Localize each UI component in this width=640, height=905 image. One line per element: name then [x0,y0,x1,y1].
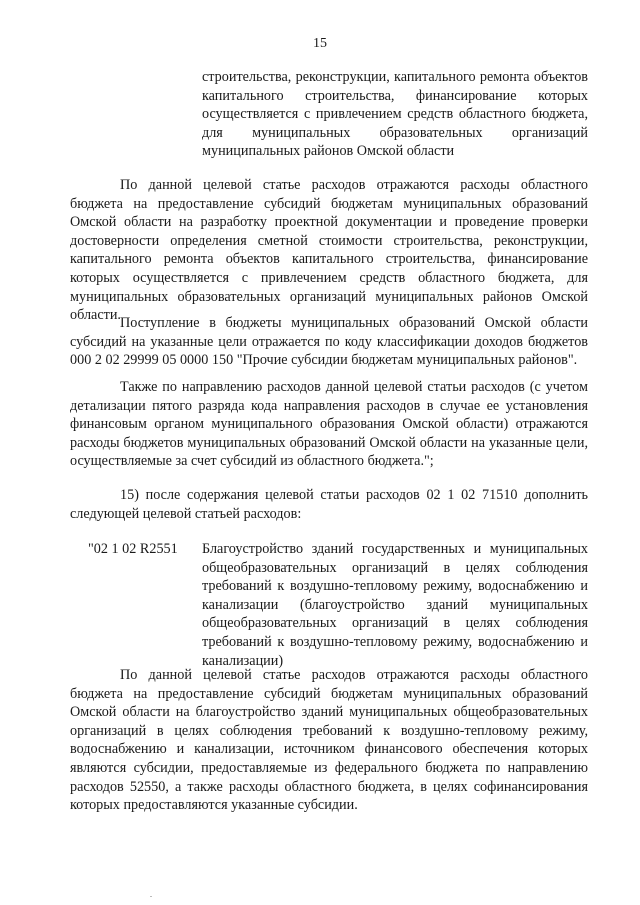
paragraph-2-text: Поступление в бюджеты муниципальных образований Омской области субсидий на указанные цели отражается по коду классификации доходов бюджетов 000 2 02 29999 05 0000 150 "Прочие субсидии бюджетам муниципальных районов". [70,315,588,369]
paragraph-1-text: По данной целевой статье расходов отражаются расходы областного бюджета на предоставление субсидий бюджетам муниципальных образований Омской области на разработку проектной документации и проведение проверки достоверности определения сметной стоимости строительства, реконструкции, капитального ремонта объектов капитального строительства, финансирование которых осуществляется с привлечением средств областного бюджета, для муниципальных образовательных организаций муниципальных районов Омской области. [70,177,588,324]
scan-mark [150,896,152,897]
paragraph-3-text: Также по направлению расходов данной целевой статьи расходов (с учетом детализации пятого разряда кода направления расходов в случае ее установления финансовым органом муниципального образования Омской области) отражаются расходы бюджетов муниципальных образований Омской области на указанные цели, осуществляемые за счет субсидий из областного бюджета."; [70,379,588,470]
paragraph-2 [70,314,588,370]
expense-description-text: Благоустройство зданий государственных и муниципальных общеобразовательных организаций в целях соблюдения требований к воздушно-тепловому режиму, водоснабжению и канализации (благоустройство зданий муниципальных общеобразовательных организаций в целях соблюдения требований к воздушно-тепловому режиму, водоснабжению и канализации) [202,541,588,669]
paragraph-4-text: 15) после содержания целевой статьи расходов 02 1 02 71510 дополнить следующей целевой статьей расходов: [70,487,588,522]
intro-continuation [202,68,588,161]
expense-code: "02 1 02 R2551 [88,541,178,557]
paragraph-4 [70,486,588,523]
paragraph-3 [70,378,588,471]
page-number: 15 [313,36,327,51]
expense-description [202,540,588,670]
intro-text: строительства, реконструкции, капитального ремонта объектов капитального строительства, финансирование которых осуществляется с привлечением средств областного бюджета, для муниципальных образовательных организаций муниципальных районов Омской области [202,69,588,160]
paragraph-1 [70,176,588,325]
final-paragraph-text: По данной целевой статье расходов отражаются расходы областного бюджета на предоставление субсидий бюджетам муниципальных образований Омской области на благоустройство зданий муниципальных общеобразовательных организаций в целях соблюдения требований к воздушно-тепловому режиму, водоснабжению и канализации, источником финансового обеспечения которых являются субсидии, предоставляемые из федерального бюджета по направлению расходов 52550, а также расходы областного бюджета, в целях софинансирования которых предоставляются указанные субсидии. [70,667,588,814]
final-paragraph [70,666,588,815]
